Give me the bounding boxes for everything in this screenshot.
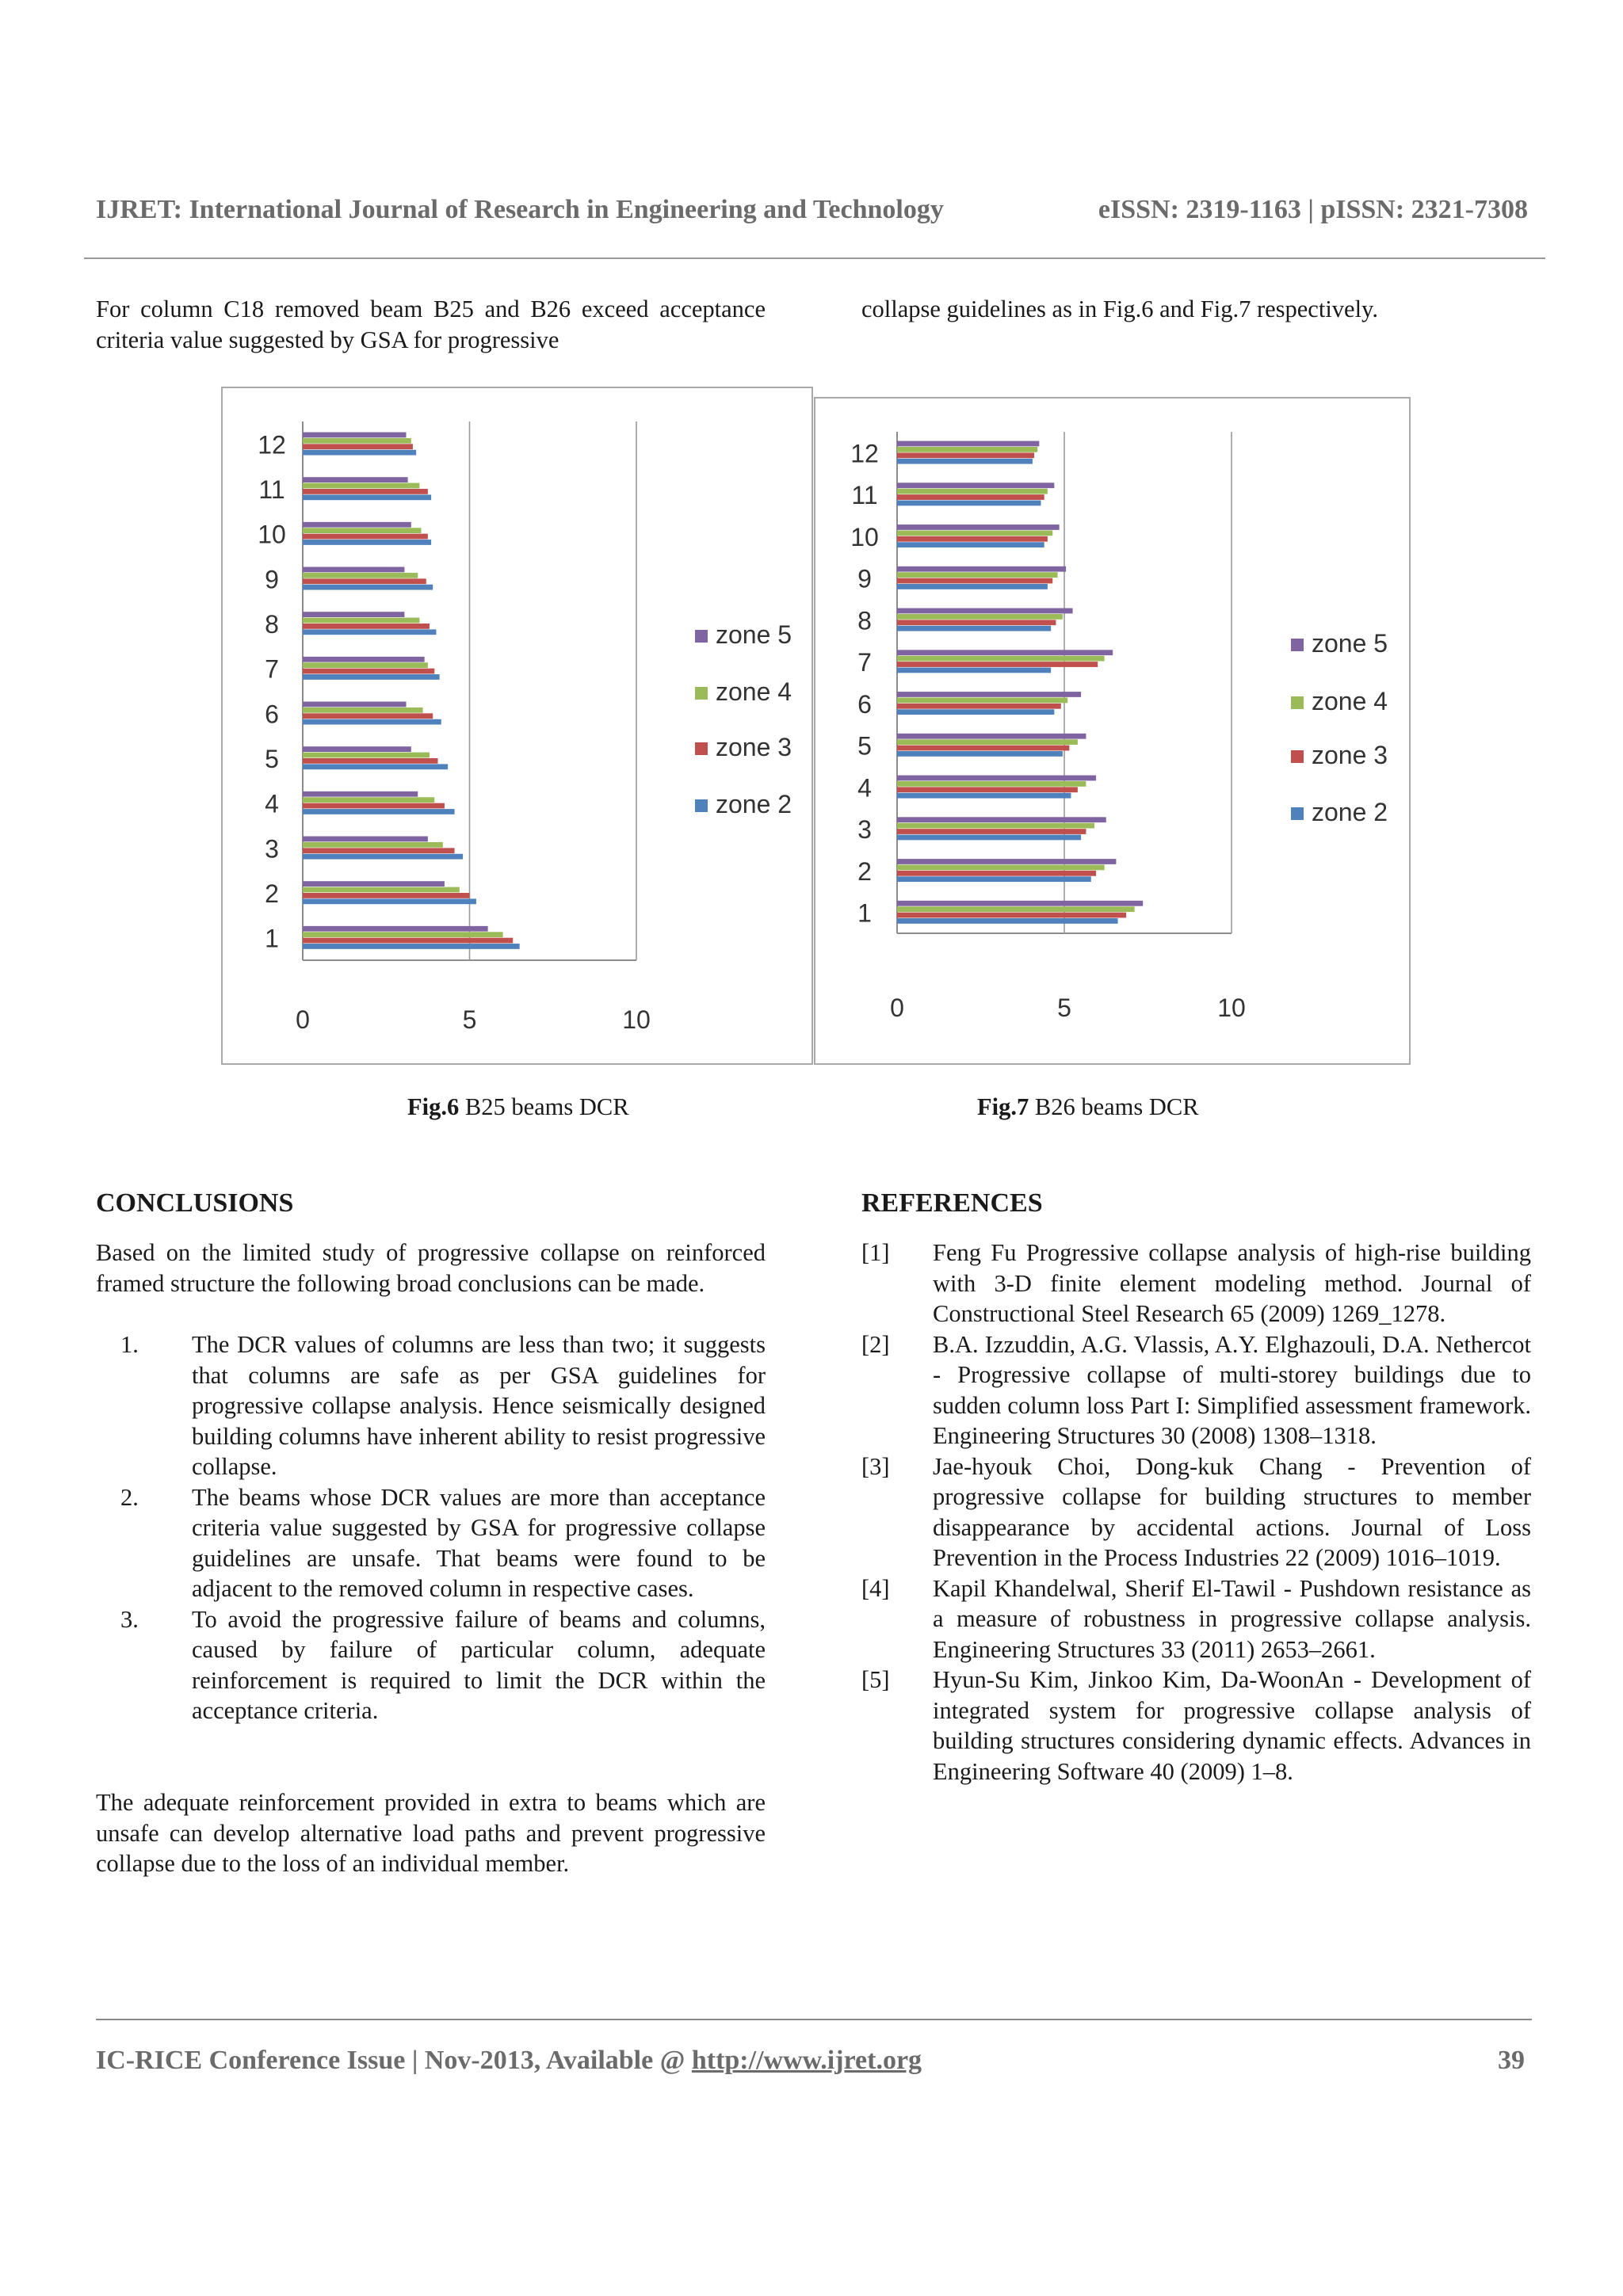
reference-item [861,1451,1531,1573]
bar [303,758,438,764]
y-tick-label: 7 [857,648,872,677]
bar [897,626,1051,631]
figure-7-caption-text: B26 beams DCR [1034,1093,1199,1120]
footer-issue: IC-RICE Conference Issue | Nov-2013, Available @ [96,2046,692,2075]
y-tick-label: 8 [265,610,279,639]
intro-left-text: For column C18 removed beam B25 and B26 exceed acceptance criteria value suggested by GSA for progressive [96,296,766,353]
bar [897,793,1071,799]
bar [897,787,1078,792]
bar [303,707,423,713]
bar [897,704,1061,709]
legend-label: zone 5 [716,620,792,649]
y-tick-label: 11 [258,475,285,504]
y-tick-label: 3 [265,834,279,864]
page-number: 39 [1498,2046,1525,2075]
bar [897,650,1113,655]
reference-text: Hyun-Su Kim, Jinkoo Kim, Da-WoonAn - Development of integrated system for progressive collapse analysis of building structures considering dynamic effects. Advances in Engineering Software 40 (2009) 1–8. [933,1666,1531,1785]
conclusions-closing: The adequate reinforcement provided in extra to beams which are unsafe can develop alternative load paths and prevent progressive collapse due to the loss of an individual member. [96,1789,766,1877]
bar [303,489,428,494]
reference-item [861,1329,1531,1451]
bar [897,739,1078,745]
conclusions-intro: Based on the limited study of progressive collapse on reinforced framed structure the following broad conclusions can be made. [96,1239,766,1297]
bar [303,573,418,578]
bar [303,674,440,680]
bar [897,876,1091,882]
footer-link[interactable]: http://www.ijret.org [691,2046,922,2075]
bar [897,668,1051,673]
reference-item [861,1238,1531,1329]
y-tick-label: 11 [851,481,878,510]
x-tick-label: 5 [1057,994,1071,1022]
x-tick-label: 0 [890,994,904,1022]
figure-7-chart [815,399,1409,1063]
reference-number: [2] [861,1330,890,1358]
bar [897,901,1143,906]
legend-swatch [695,630,708,643]
bar [897,817,1106,822]
bar [303,719,441,725]
legend-label: zone 5 [1312,629,1388,658]
bar [897,692,1081,697]
bar [897,447,1037,452]
bar [897,452,1034,458]
bar [897,530,1052,536]
y-tick-label: 7 [265,654,279,684]
bar [897,584,1048,589]
bar [303,809,455,814]
bar [897,918,1118,924]
bar [303,528,421,533]
y-tick-label: 4 [265,789,279,818]
reference-item [861,1665,1531,1787]
conclusion-text: The beams whose DCR values are more than acceptance criteria value suggested by GSA for progressive collapse guidelines are unsafe. That beams were found to be adjacent to the removed column in respective cases. [192,1483,766,1602]
bar [303,938,513,944]
intro-right-text: collapse guidelines as in Fig.6 and Fig.7 respectively. [861,296,1378,322]
reference-text: Feng Fu Progressive collapse analysis of high-rise building with 3-D finite element modeling method. Journal of Constructional Steel Research 65 (2009) 1269_1278. [933,1239,1531,1327]
legend-swatch [695,687,708,700]
bar [897,536,1048,542]
bar [303,837,428,842]
bar [897,578,1052,584]
bar [897,835,1081,841]
bar [303,881,445,887]
bar [897,482,1054,488]
reference-number: [5] [861,1666,890,1693]
x-tick-label: 0 [296,1005,310,1034]
figure-6-chart [223,388,812,1063]
bar [303,791,418,797]
bar [897,441,1039,447]
y-tick-label: 5 [857,731,872,761]
bar [303,848,455,853]
bar [303,944,520,949]
y-tick-label: 4 [857,773,872,803]
bar [897,608,1073,614]
figure-6-caption [407,1093,629,1121]
bar [303,540,431,545]
bar [303,842,443,848]
legend-label: zone 4 [1312,687,1388,715]
bar [897,542,1044,547]
bar [897,751,1063,757]
legend-label: zone 4 [716,677,792,706]
bar [303,612,404,617]
bar [303,450,416,456]
conclusion-text: The DCR values of columns are less than two; it suggests that columns are safe as per GSA guidelines for progressive collapse analysis. Hence seismically designed building columns have inherent ability to resist progressive collapse. [192,1331,766,1480]
reference-number: [3] [861,1452,890,1480]
legend-label: zone 3 [716,733,792,761]
bar [897,566,1066,572]
bar [897,871,1096,876]
bar [303,433,407,438]
bar [303,887,460,893]
bar [303,898,476,904]
conclusion-number: 1. [120,1331,139,1358]
y-tick-label: 10 [258,520,286,549]
figure-7-label: Fig.7 [977,1093,1029,1120]
bar [303,629,436,635]
bar [897,709,1054,715]
bar [303,932,503,937]
bar [303,713,433,719]
bar [303,803,445,809]
footer-rule [96,2019,1532,2020]
bar [897,823,1094,829]
bar [303,585,433,590]
reference-text: Jae-hyouk Choi, Dong-kuk Chang - Prevention of progressive collapse for building structures to member disappearance by accidental actions. Journal of Loss Prevention in the Process Industries 22 (2009) 1016–1019. [933,1452,1531,1571]
bar [303,567,404,573]
bar [303,764,448,769]
conclusions-heading: CONCLUSIONS [96,1188,294,1218]
bar [897,829,1086,834]
journal-title: IJRET: International Journal of Research in Engineering and Technology [96,195,944,224]
y-tick-label: 2 [857,856,872,886]
bar [303,702,407,707]
y-tick-label: 6 [857,689,872,719]
y-tick-label: 10 [850,522,879,551]
bar [897,620,1056,625]
conclusion-item [96,1604,766,1726]
conclusion-item [96,1482,766,1604]
y-tick-label: 8 [857,606,872,635]
reference-number: [4] [861,1574,890,1602]
bar [303,444,413,449]
header-rule [84,257,1545,259]
conclusion-text: To avoid the progressive failure of beams and columns, caused by failure of particular column, adequate reinforcement is required to limit the DCR within the acceptance criteria. [192,1605,766,1724]
legend-label: zone 2 [716,790,792,818]
bar [897,494,1044,500]
legend-swatch [1291,696,1304,709]
bar [303,578,426,584]
bar [303,662,428,668]
bar [897,864,1105,870]
bar [303,477,408,482]
bar [303,797,434,803]
bar [897,776,1096,781]
bar [897,656,1105,662]
footer-text [96,2046,922,2076]
figure-6-frame [221,387,813,1065]
legend-label: zone 3 [1312,741,1388,769]
legend-swatch [695,799,708,812]
bar [303,494,431,500]
bar [303,746,411,752]
bar [303,438,411,444]
bar [897,524,1060,530]
conclusion-item [96,1329,766,1482]
figure-7-frame [814,397,1411,1065]
bar [897,662,1098,667]
bar [897,501,1041,506]
y-tick-label: 1 [265,924,279,953]
bar [303,534,428,540]
y-tick-label: 12 [850,439,879,468]
bar [303,522,411,528]
bar [303,483,419,489]
reference-text: B.A. Izzuddin, A.G. Vlassis, A.Y. Elghazouli, D.A. Nethercot - Progressive collapse of multi-storey buildings due to sudden column loss Part I: Simplified assessment framework. Engineering Structures 30 (2008) 1308–1318. [933,1330,1531,1449]
bar [303,624,430,629]
legend-swatch [1291,639,1304,651]
conclusions-list [96,1329,766,1726]
bar [897,697,1067,703]
references-list [861,1238,1531,1787]
references-heading: REFERENCES [861,1188,1043,1218]
y-tick-label: 12 [258,430,286,460]
figure-6-caption-text: B25 beams DCR [464,1093,629,1120]
reference-item [861,1573,1531,1665]
y-tick-label: 6 [265,700,279,729]
bar [897,859,1116,864]
conclusion-number: 3. [120,1605,139,1633]
bar [303,669,434,674]
bar [303,893,470,898]
legend-swatch [1291,807,1304,820]
bar [897,746,1069,751]
y-tick-label: 3 [857,815,872,845]
bar [897,489,1048,494]
bar [897,572,1058,578]
y-tick-label: 1 [857,898,872,928]
bar [303,618,419,624]
x-tick-label: 5 [462,1005,477,1034]
bar [897,913,1126,918]
x-tick-label: 10 [622,1005,651,1034]
y-tick-label: 9 [857,564,872,593]
bar [303,753,430,758]
bar [897,614,1063,620]
figure-7-caption [977,1093,1199,1121]
reference-text: Kapil Khandelwal, Sherif El-Tawil - Pushdown resistance as a measure of robustness in progressive collapse analysis. Engineering Structures 33 (2011) 2653–2661. [933,1574,1531,1663]
y-tick-label: 2 [265,879,279,908]
issn-info: eISSN: 2319-1163 | pISSN: 2321-7308 [1098,195,1528,224]
bar [897,734,1086,739]
y-tick-label: 5 [265,745,279,773]
bar [897,781,1086,787]
y-tick-label: 9 [265,565,279,594]
figure-6-label: Fig.6 [407,1093,460,1120]
legend-label: zone 2 [1312,798,1388,826]
legend-swatch [1291,750,1304,763]
bar [303,926,488,932]
bar [303,657,425,662]
reference-number: [1] [861,1239,890,1266]
x-tick-label: 10 [1217,994,1246,1022]
legend-swatch [695,742,708,755]
bar [897,906,1135,912]
conclusion-number: 2. [120,1483,139,1511]
bar [303,854,463,860]
bar [897,459,1033,464]
